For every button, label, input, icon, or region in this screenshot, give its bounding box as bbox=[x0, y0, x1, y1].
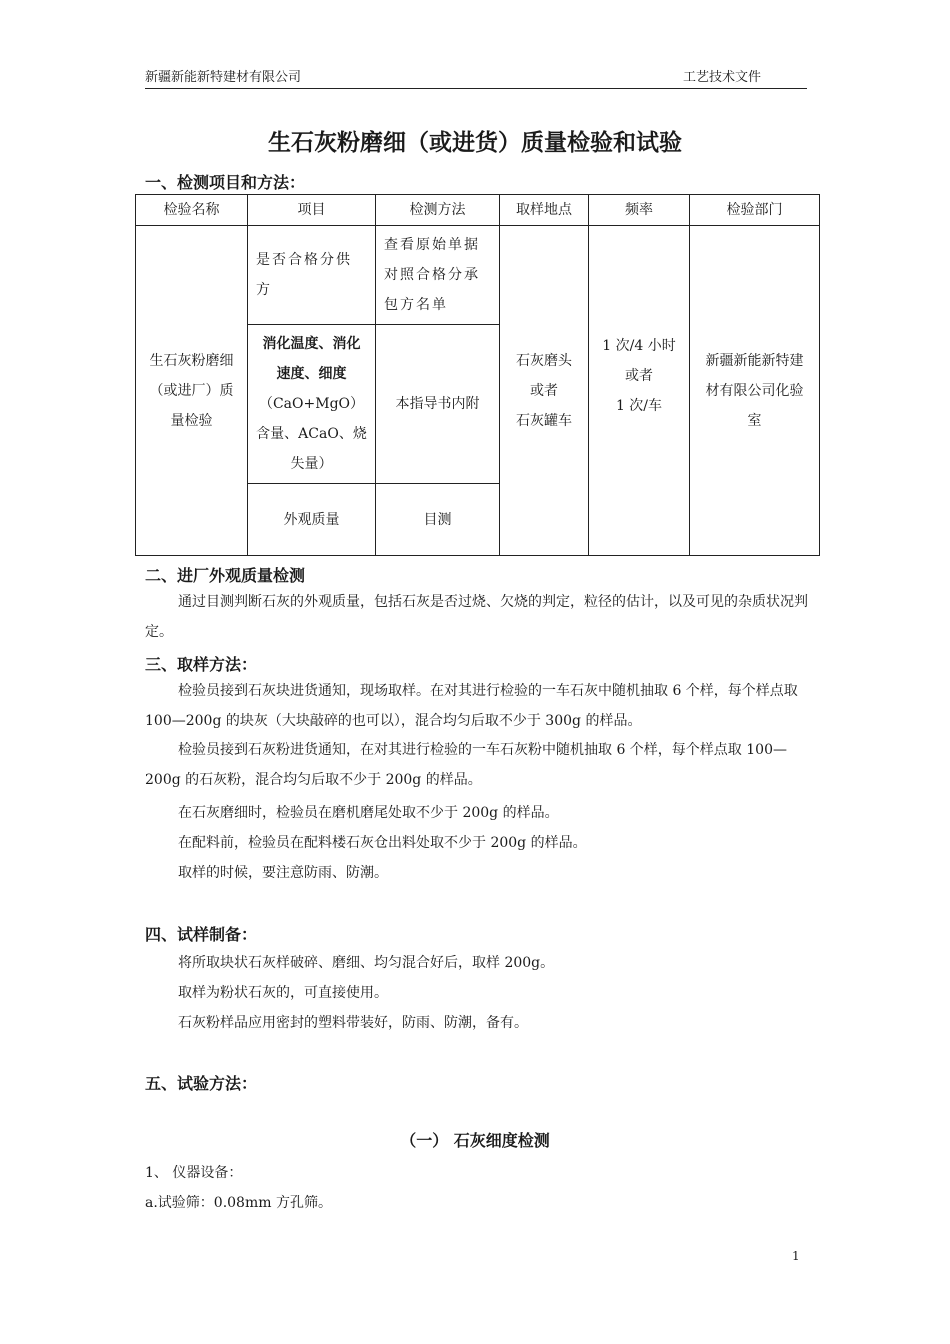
section5-item-1a: a.试验筛：0.08mm 方孔筛。 bbox=[145, 1195, 332, 1211]
section3-paragraph-5: 取样的时候，要注意防雨、防潮。 bbox=[178, 865, 388, 881]
cell-inspection-name bbox=[136, 226, 248, 556]
section1-heading: 一、检测项目和方法： bbox=[145, 173, 306, 192]
item-text: 外观质量 bbox=[283, 511, 340, 528]
section3-paragraph-2 bbox=[145, 735, 809, 795]
section3-heading: 三、取样方法： bbox=[145, 655, 258, 674]
cell-item bbox=[248, 484, 376, 556]
inspection-name-text: 生石灰粉磨细（或进厂）质量检验 bbox=[149, 352, 234, 429]
section2-heading: 二、进厂外观质量检测 bbox=[145, 566, 306, 585]
col-header-method: 检测方法 bbox=[376, 195, 500, 226]
item-bold-text: 消化温度、消化速度、细度 bbox=[262, 336, 361, 382]
inspection-table bbox=[135, 194, 820, 556]
cell-method bbox=[376, 226, 500, 325]
section2-paragraph bbox=[145, 587, 809, 647]
header-company: 新疆新能新特建材有限公司 bbox=[145, 70, 302, 85]
section3-paragraph-4: 在配料前，检验员在配料楼石灰仓出料处取不少于 200g 的样品。 bbox=[178, 835, 587, 851]
cell-method bbox=[376, 325, 500, 484]
sampling-place-line: 石灰磨头 bbox=[516, 352, 572, 369]
col-header-name: 检验名称 bbox=[136, 195, 248, 226]
section3-p1-text: 检验员接到石灰块进货通知，现场取样。在对其进行检验的一车石灰中随机抽取 6 个样，每个样点取 100—200g 的块灰（大块敲碎的也可以），混合均匀后取不少于 300g 的样品。 bbox=[145, 683, 798, 729]
method-text: 本指导书内附 bbox=[395, 396, 480, 412]
page-number: 1 bbox=[792, 1249, 800, 1263]
section4-heading: 四、试样制备： bbox=[145, 925, 258, 944]
section3-p2-text: 检验员接到石灰粉进货通知，在对其进行检验的一车石灰粉中随机抽取 6 个样，每个样点取 100—200g 的石灰粉，混合均匀后取不少于 200g 的样品。 bbox=[145, 742, 787, 788]
section3-paragraph-1 bbox=[145, 676, 809, 736]
table-header-row bbox=[136, 195, 820, 226]
section5-heading: 五、试验方法： bbox=[145, 1074, 258, 1093]
cell-method bbox=[376, 484, 500, 556]
section5-item-1: 1、 仪器设备： bbox=[145, 1165, 243, 1181]
cell-item bbox=[248, 226, 376, 325]
section4-line-1: 将所取块状石灰样破碎、磨细、均匀混合好后，取样 200g。 bbox=[178, 955, 555, 971]
table-row bbox=[136, 226, 820, 325]
sampling-place-line: 或者 bbox=[530, 382, 558, 399]
sampling-place-line: 石灰罐车 bbox=[516, 412, 572, 429]
item-rest-text: （CaO+MgO）含量、ACaO、烧失量） bbox=[256, 396, 367, 472]
document-title: 生石灰粉磨细（或进货）质量检验和试验 bbox=[268, 130, 682, 156]
method-text: 目测 bbox=[423, 511, 452, 528]
cell-frequency bbox=[589, 226, 690, 556]
col-header-frequency: 频率 bbox=[589, 195, 690, 226]
section3-paragraph-3: 在石灰磨细时，检验员在磨机磨尾处取不少于 200g 的样品。 bbox=[178, 805, 559, 821]
department-text: 新疆新能新特建材有限公司化验室 bbox=[705, 352, 804, 429]
frequency-line: 或者 bbox=[625, 368, 653, 384]
cell-item bbox=[248, 325, 376, 484]
method-text: 查看原始单据对照合格分承包方名单 bbox=[384, 237, 480, 313]
frequency-line: 1 次/车 bbox=[615, 398, 663, 414]
section5-subheading: （一） 石灰细度检测 bbox=[400, 1131, 550, 1150]
frequency-line: 1 次/4 小时 bbox=[602, 338, 676, 354]
section2-text: 通过目测判断石灰的外观质量，包括石灰是否过烧、欠烧的判定，粒径的估计，以及可见的杂质状况判定。 bbox=[145, 594, 808, 640]
cell-sampling-place bbox=[500, 226, 589, 556]
section4-line-2: 取样为粉状石灰的，可直接使用。 bbox=[178, 985, 388, 1001]
cell-department bbox=[690, 226, 820, 556]
section4-line-3: 石灰粉样品应用密封的塑料带装好，防雨、防潮，备有。 bbox=[178, 1015, 528, 1031]
col-header-item: 项目 bbox=[248, 195, 376, 226]
header-divider bbox=[145, 88, 807, 89]
header-doc-type: 工艺技术文件 bbox=[683, 70, 762, 85]
col-header-department: 检验部门 bbox=[690, 195, 820, 226]
col-header-place: 取样地点 bbox=[500, 195, 589, 226]
item-text: 是否合格分供方 bbox=[256, 252, 352, 298]
